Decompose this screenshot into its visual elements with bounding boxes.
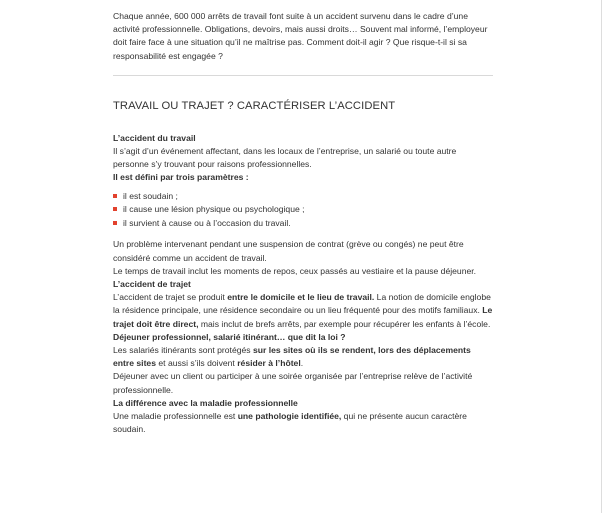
- intro-paragraph: Chaque année, 600 000 arrêts de travail font suite à un accident survenu dans le cadre d’une activité professionnelle. Obligations, devoirs, mais aussi droits… Souvent mal informé, l’employeur doit faire face à une situation qu’il ne maîtrise pas. Comment doit-il agir ? Que risque-t-il si sa responsabilité est engagée ?: [113, 11, 488, 61]
- list-item-text: il est soudain ;: [123, 190, 178, 201]
- dejeuner-heading: Déjeuner professionnel, salarié itinérant… que dit la loi ?: [113, 331, 346, 342]
- criteria-label: Il est défini par trois paramètres :: [113, 172, 249, 183]
- criteria-list: [113, 190, 493, 231]
- trajet-emphasis: Le trajet doit être direct,: [113, 305, 493, 329]
- list-item: [113, 190, 493, 204]
- list-item-text: il survient à cause ou à l’occasion du travail.: [123, 217, 291, 228]
- bullet-square-icon: [113, 207, 117, 211]
- accident-travail-note: [113, 238, 493, 278]
- maladie-paragraph: [113, 410, 493, 436]
- maladie-text: Une maladie professionnelle est: [113, 411, 238, 422]
- section-divider: [113, 75, 493, 76]
- list-item: [113, 217, 493, 231]
- list-item-text: il cause une lésion physique ou psychologique ;: [123, 204, 305, 215]
- dejeuner-paragraph: [113, 344, 493, 397]
- dejeuner-text: .: [300, 358, 304, 369]
- suspension-note: Un problème intervenant pendant une suspension de contrat (grève ou congés) ne peut être considéré comme un accident de travail.: [113, 239, 464, 263]
- accident-trajet-heading: L’accident de trajet: [113, 279, 191, 290]
- article-body: [113, 10, 493, 436]
- bullet-square-icon: [113, 221, 117, 225]
- temps-travail-note: Le temps de travail inclut les moments de repos, ceux passés au vestiaire et la pause déjeuner.: [113, 265, 477, 276]
- dejeuner-emphasis: résider à l’hôtel: [237, 358, 301, 369]
- dejeuner-emphasis: sur les sites où ils se rendent, lors des déplacements entre sites: [113, 345, 471, 369]
- accident-trajet-paragraph: [113, 291, 493, 331]
- dejeuner-text: et aussi s’ils doivent: [156, 358, 238, 369]
- maladie-emphasis: une pathologie identifiée,: [237, 411, 342, 422]
- accident-travail-heading: L’accident du travail: [113, 132, 196, 143]
- trajet-emphasis: entre le domicile et le lieu de travail.: [227, 292, 375, 303]
- trajet-text: L’accident de trajet se produit: [113, 292, 228, 303]
- bullet-square-icon: [113, 194, 117, 198]
- accident-travail-definition: Il s’agit d’un événement affectant, dans les locaux de l’entreprise, un salarié ou toute autre personne s’y trouvant pour raisons professionnelles.: [113, 146, 457, 170]
- maladie-heading: La différence avec la maladie professionnelle: [113, 397, 298, 408]
- section-title: TRAVAIL OU TRAJET ? CARACTÉRISER L’ACCIDENT: [113, 99, 396, 112]
- trajet-text: mais inclut de brefs arrêts, par exemple pour récupérer les enfants à l’école.: [198, 318, 491, 329]
- dejeuner-text: Les salariés itinérants sont protégés: [113, 345, 253, 356]
- list-item: [113, 203, 493, 217]
- trajet-text: La notion de domicile englobe la résidence principale, une résidence secondaire ou un lieu fréquenté pour des motifs familiaux.: [113, 292, 491, 316]
- dejeuner-text: Déjeuner avec un client ou participer à une soirée organisée par l’entreprise relève de l’activité professionnelle.: [113, 371, 473, 395]
- maladie-text: qui ne présente aucun caractère soudain.: [113, 411, 467, 435]
